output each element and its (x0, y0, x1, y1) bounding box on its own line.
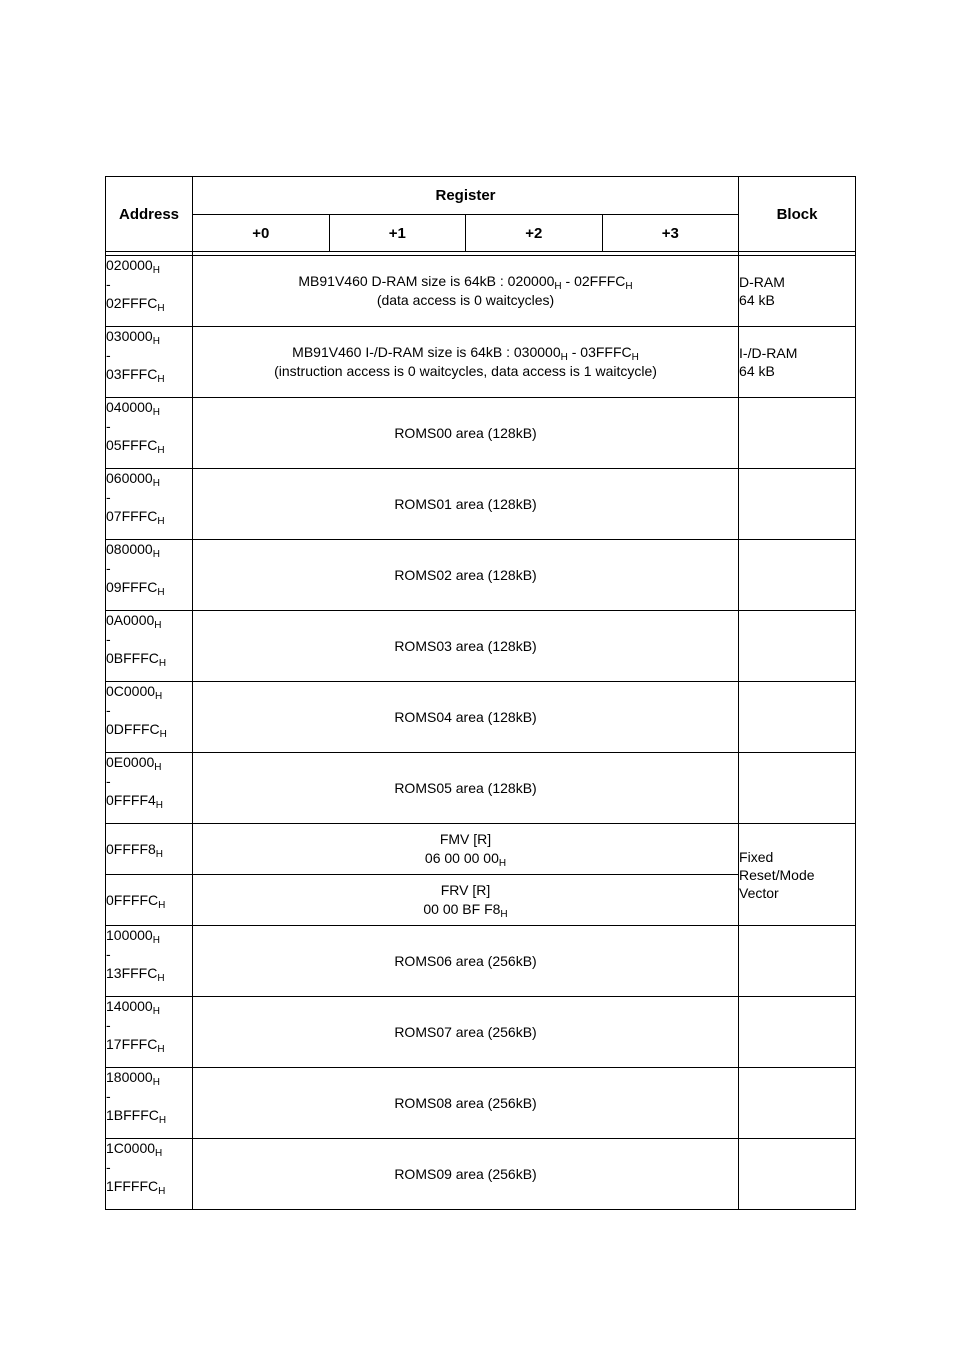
offset-header-1: +1 (329, 215, 466, 252)
fmv-register: FMV [R] 06 00 00 $00_H$ (193, 824, 739, 875)
address-cell: $1C0000_H$ - $1FFFFC_H$ (106, 1139, 193, 1210)
register-header: Register (193, 177, 739, 215)
address-cell: $020000_H$ - $02FFFC_H$ (106, 256, 193, 327)
table-row (106, 997, 856, 1068)
register-description: ROMS05 area (128kB) (193, 753, 739, 824)
register-description: ROMS04 area (128kB) (193, 682, 739, 753)
register-description: ROMS00 area (128kB) (193, 398, 739, 469)
address-cell: $0E0000_H$ - $0FFFF4_H$ (106, 753, 193, 824)
block-cell: D-RAM 64 kB (739, 256, 856, 327)
table-row (106, 926, 856, 997)
address-cell: $0C0000_H$ - $0DFFFC_H$ (106, 682, 193, 753)
block-cell (739, 1139, 856, 1210)
table-row-fmv (106, 824, 856, 875)
address-cell: $040000_H$ - $05FFFC_H$ (106, 398, 193, 469)
register-description: ROMS08 area (256kB) (193, 1068, 739, 1139)
table-row (106, 327, 856, 398)
table-row (106, 1139, 856, 1210)
register-description: MB91V460 D-RAM size is 64kB : $020000_H$ - $02FFFC_H$ (data access is 0 waitcycles) (193, 256, 739, 327)
register-description: ROMS09 area (256kB) (193, 1139, 739, 1210)
register-description: ROMS02 area (128kB) (193, 540, 739, 611)
register-description: ROMS01 area (128kB) (193, 469, 739, 540)
table-row (106, 469, 856, 540)
offset-header-0: +0 (193, 215, 330, 252)
address-cell: $080000_H$ - $09FFFC_H$ (106, 540, 193, 611)
block-cell (739, 398, 856, 469)
block-header: Block (739, 177, 856, 252)
block-cell (739, 926, 856, 997)
table-row (106, 682, 856, 753)
block-cell (739, 1068, 856, 1139)
memory-map-table (105, 176, 856, 1210)
table-row (106, 256, 856, 327)
block-cell: I-/D-RAM 64 kB (739, 327, 856, 398)
address-cell: $100000_H$ - $13FFFC_H$ (106, 926, 193, 997)
block-cell (739, 753, 856, 824)
address-cell: $060000_H$ - $07FFFC_H$ (106, 469, 193, 540)
table-row (106, 611, 856, 682)
block-cell-vector: Fixed Reset/Mode Vector (739, 824, 856, 926)
register-description: ROMS06 area (256kB) (193, 926, 739, 997)
table-row (106, 1068, 856, 1139)
address-cell: $140000_H$ - $17FFFC_H$ (106, 997, 193, 1068)
address-cell: $030000_H$ - $03FFFC_H$ (106, 327, 193, 398)
address-cell: $180000_H$ - $1BFFFC_H$ (106, 1068, 193, 1139)
block-cell (739, 997, 856, 1068)
table-row (106, 540, 856, 611)
address-cell: $0FFFFC_H$ (106, 875, 193, 926)
register-description: ROMS03 area (128kB) (193, 611, 739, 682)
register-description: MB91V460 I-/D-RAM size is 64kB : $030000_H$ - $03FFFC_H$ (instruction access is 0 waitcycles, data access is 1 waitcycle) (193, 327, 739, 398)
table-row (106, 753, 856, 824)
register-description: ROMS07 area (256kB) (193, 997, 739, 1068)
address-header: Address (106, 177, 193, 252)
block-cell (739, 540, 856, 611)
offset-header-3: +3 (602, 215, 739, 252)
address-cell: $0FFFF8_H$ (106, 824, 193, 875)
offset-header-2: +2 (466, 215, 603, 252)
block-cell (739, 611, 856, 682)
address-cell: $0A0000_H$ - $0BFFFC_H$ (106, 611, 193, 682)
table-row (106, 398, 856, 469)
frv-register: FRV [R] 00 00 BF $F8_H$ (193, 875, 739, 926)
block-cell (739, 682, 856, 753)
block-cell (739, 469, 856, 540)
